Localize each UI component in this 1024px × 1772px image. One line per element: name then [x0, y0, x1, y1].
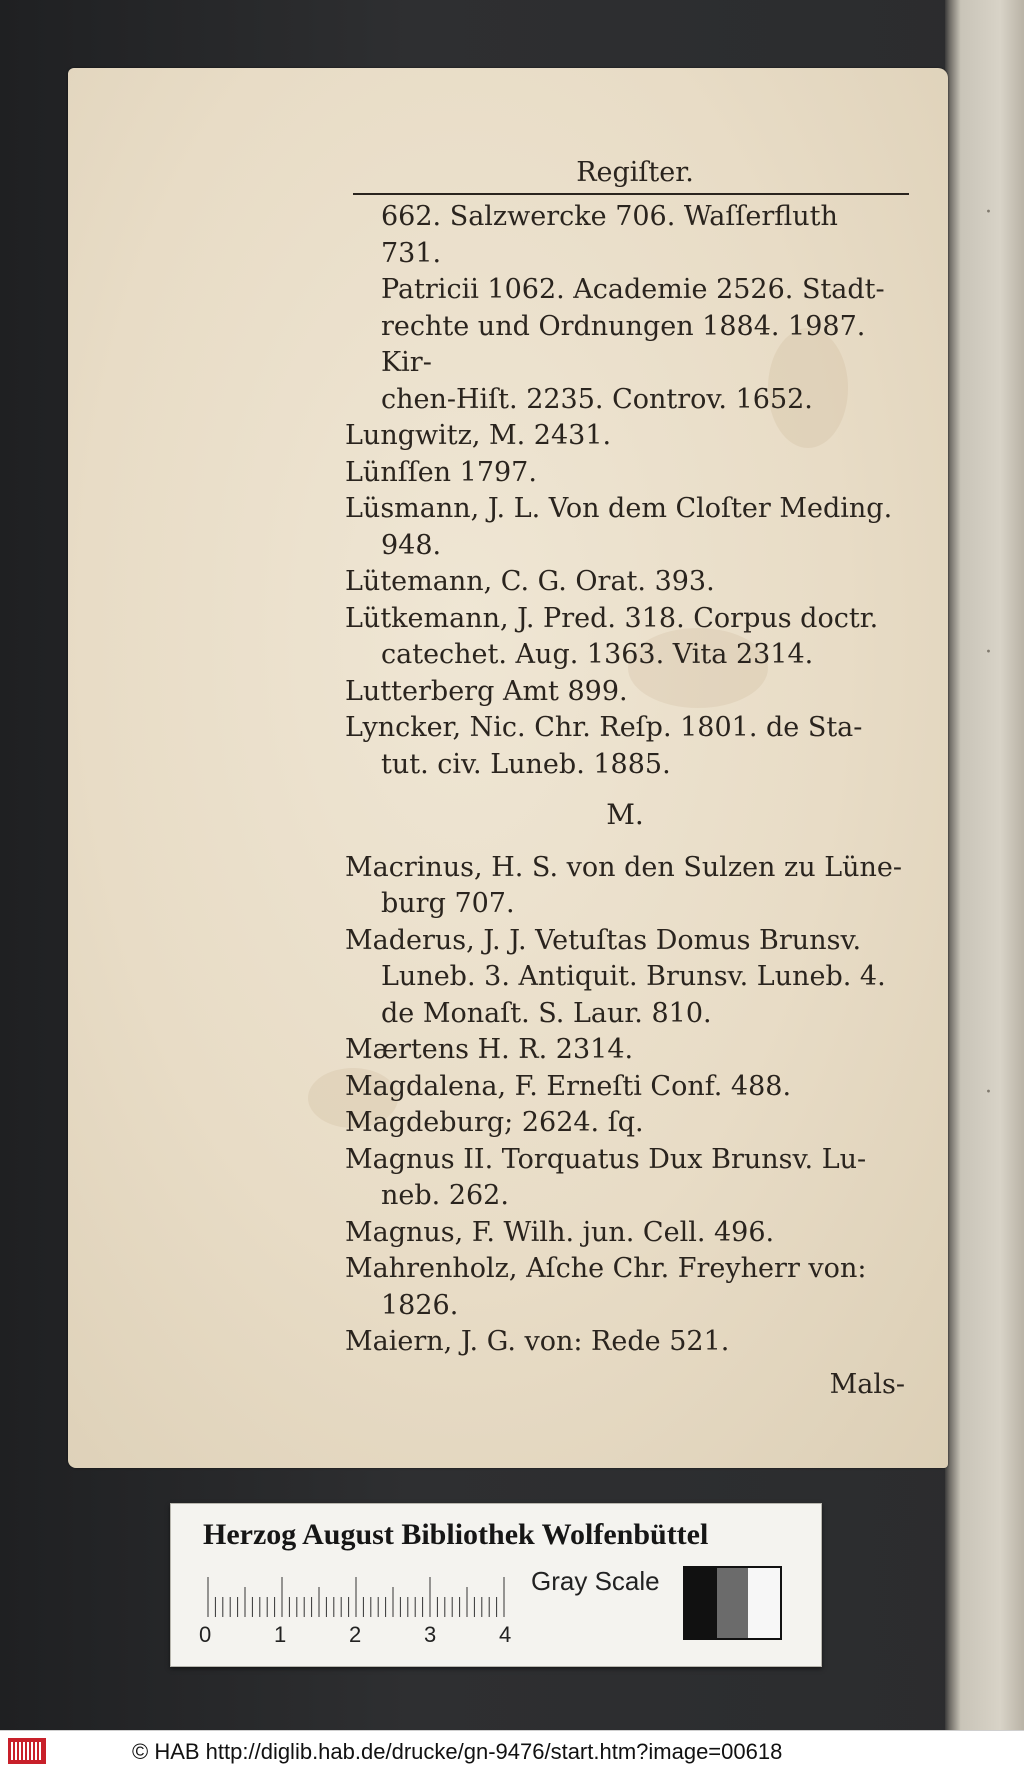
register-entry: Maiern, J. G. von: Rede 521.	[345, 1326, 730, 1357]
gray-scale-swatch	[683, 1566, 782, 1640]
swatch-white	[748, 1568, 780, 1638]
register-entry: Maderus, J. J. Vetuſtas Domus Brunsv.	[345, 924, 862, 956]
footer-bar	[0, 1730, 1024, 1772]
register-entry: Lutterberg Amt 899.	[345, 675, 628, 707]
ruler-number: 1	[274, 1622, 287, 1647]
ruler-number: 3	[424, 1622, 437, 1647]
register-entry: Magnus II. Torquatus Dux Brunsv. Lu-	[345, 1143, 867, 1175]
copyright-link[interactable]: © HAB http://diglib.hab.de/drucke/gn-9476/start.htm?image=00618	[132, 1739, 783, 1764]
register-continuation: burg 707.	[381, 888, 515, 919]
ruler-number: 0	[199, 1622, 212, 1647]
register-continuation: tut. civ. Luneb. 1885.	[381, 748, 671, 780]
register-continuation: catechet. Aug. 1363. Vita 2314.	[381, 639, 814, 670]
color-reference-card	[170, 1503, 822, 1667]
register-entry: Magdeburg; 2624. ſq.	[345, 1107, 644, 1138]
gray-scale-label: Gray Scale	[531, 1566, 660, 1596]
adjacent-page-fragment: ·	[985, 1080, 992, 1105]
ruler-number: 2	[349, 1622, 362, 1647]
register-continuation: 1826.	[381, 1289, 459, 1321]
register-entry: Magnus, F. Wilh. jun. Cell. 496.	[345, 1216, 775, 1248]
register-lines	[345, 199, 905, 1361]
register-continuation: rechte und Ordnungen 1884. 1987. Kir-	[381, 310, 866, 378]
register-continuation: Luneb. 3. Antiquit. Brunsv. Luneb. 4.	[381, 961, 886, 992]
adjacent-page-fragment: ·	[985, 200, 992, 225]
register-entry: Lünſſen 1797.	[345, 456, 537, 488]
register-entry: Lütemann, C. G. Orat. 393.	[345, 566, 715, 597]
catchword: Mals-	[829, 1368, 905, 1400]
ruler-number: 4	[499, 1622, 512, 1647]
ruler-scale	[206, 1577, 506, 1617]
hab-logo-icon	[8, 1738, 46, 1764]
section-letter: M.	[606, 798, 644, 831]
page-header: Regiſter.	[576, 157, 694, 188]
register-entry: Macrinus, H. S. von den Sulzen zu Lüne-	[345, 851, 903, 883]
adjacent-page-strip	[945, 0, 1024, 1730]
register-entry: Mærtens H. R. 2314.	[345, 1034, 634, 1065]
register-text	[345, 155, 905, 1403]
register-continuation: chen-Hiſt. 2235. Controv. 1652.	[381, 383, 813, 415]
register-entry: Mahrenholz, Aſche Chr. Freyherr von:	[345, 1253, 867, 1284]
library-name: Herzog August Bibliothek Wolfenbüttel	[203, 1518, 709, 1551]
register-entry: Lütkemann, J. Pred. 318. Corpus doctr.	[345, 602, 879, 634]
ruler-numbers	[199, 1622, 519, 1650]
swatch-black	[685, 1568, 717, 1638]
adjacent-page-fragment: ·	[985, 640, 992, 665]
register-entry: Lyncker, Nic. Chr. Reſp. 1801. de Sta-	[345, 712, 863, 743]
register-entry: Magdalena, F. Erneſti Conf. 488.	[345, 1070, 792, 1102]
register-entry: Lüsmann, J. L. Von dem Cloſter Meding.	[345, 493, 893, 524]
register-continuation: neb. 262.	[381, 1180, 509, 1211]
register-continuation: de Monaſt. S. Laur. 810.	[381, 997, 712, 1029]
header-rule	[353, 193, 909, 195]
register-continuation: 948.	[381, 529, 442, 561]
register-entry: Lungwitz, M. 2431.	[345, 420, 612, 451]
register-continuation: 662. Salzwercke 706. Waſſerfluth 731.	[381, 201, 838, 269]
register-continuation: Patricii 1062. Academie 2526. Stadt-	[381, 274, 885, 305]
swatch-gray	[717, 1568, 749, 1638]
